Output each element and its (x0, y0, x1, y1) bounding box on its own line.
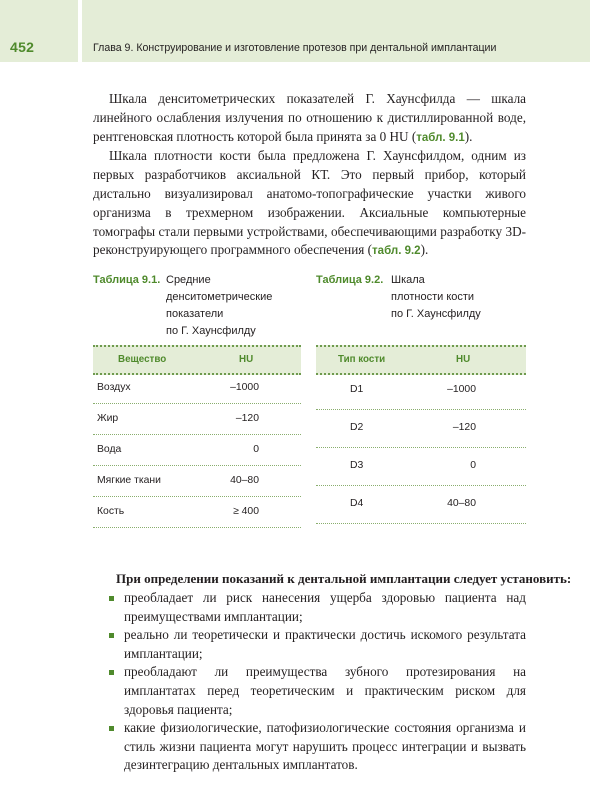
table-2-header-hu: HU (456, 354, 471, 365)
table-cell-substance: Мягкие ткани (97, 475, 161, 486)
table-cell-hu: 0 (253, 444, 259, 455)
table-1-header-substance: Вещество (118, 354, 167, 365)
paragraph-2-text: Шкала плотности кости была предложена Г. Хаунсфилдом, одним из первых разработчиков аксиальной КТ. Это первый прибор, который дистально визуализировал анатомо-топографические участки живого организма в трехмерном изображении. Аксиальные компьютерные томографы стали первыми устройствами, обеспечивающими разработку 3D-реконструирующего программного обеспечения ( (93, 148, 526, 258)
bullet-square-icon (109, 633, 114, 638)
table-1-header (93, 345, 301, 375)
table-cell-hu: 0 (470, 460, 476, 471)
table-row (316, 411, 526, 448)
bullet-square-icon (109, 726, 114, 731)
table-9-1-link[interactable]: табл. 9.1 (416, 131, 465, 144)
indications-list (93, 589, 526, 775)
bullet-square-icon (109, 670, 114, 675)
table-cell-hu: –120 (235, 413, 259, 424)
table-9-2-link[interactable]: табл. 9.2 (372, 245, 421, 258)
table-cell-hu: –120 (452, 422, 476, 433)
table-cell-bone-type: D1 (350, 384, 364, 395)
list-item-text: какие физиологические, патофизиологические состояния организма и стиль жизни пациента могут нарушить процесс интеграции и вызвать дезинтеграцию дентальных имплантатов. (124, 720, 526, 773)
table-row (316, 449, 526, 486)
table-2 (316, 345, 526, 525)
table-1 (93, 345, 301, 525)
list-item-text: преобладает ли риск нанесения ущерба здоровью пациента над преимуществами имплантации; (124, 590, 526, 624)
table-cell-bone-type: D4 (350, 498, 364, 509)
table-2-caption (391, 272, 481, 323)
table-cell-substance: Жир (97, 413, 119, 424)
table-cell-substance: Кость (97, 506, 125, 517)
table-2-title (316, 272, 516, 328)
table-cell-hu: 40–80 (447, 498, 476, 509)
paragraph-1 (93, 90, 526, 147)
table-cell-substance: Воздух (97, 382, 131, 393)
list-item (93, 663, 526, 719)
table-2-caption-line: плотности кости (391, 291, 475, 303)
chapter-title: Глава 9. Конструирование и изготовление протезов при дентальной имплантации (93, 42, 497, 54)
table-2-caption-line: по Г. Хаунсфилду (391, 308, 481, 320)
table-1-caption-line: по Г. Хаунсфилду (166, 325, 256, 337)
table-row (316, 373, 526, 410)
table-1-caption (166, 272, 272, 340)
table-1-caption-line: Средние (166, 274, 211, 286)
list-item (93, 719, 526, 775)
table-cell-hu: ≥ 400 (233, 506, 259, 517)
table-2-header (316, 345, 526, 375)
table-row (316, 487, 526, 524)
paragraph-1-text: Шкала денситометрических показателей Г. Хаунсфилда — шкала линейного ослабления излучения по отношению к дистиллированной воде, рентгеновская плотность которой была принята за 0 HU ( (93, 91, 526, 144)
table-1-caption-line: денситометрические (166, 291, 273, 303)
table-1-header-hu: HU (239, 354, 254, 365)
list-item-text: преобладают ли преимущества зубного протезирования на имплантатах перед теоретическим и практическим риском для здоровья пациента; (124, 664, 526, 717)
page-number-box (0, 0, 82, 62)
table-cell-bone-type: D2 (350, 422, 364, 433)
paragraph-1-end: ). (464, 128, 473, 144)
table-cell-hu: 40–80 (230, 475, 259, 486)
list-item-text: реально ли теоретически и практически достичь искомого результата имплантации; (124, 627, 526, 661)
list-heading: При определении показаний к дентальной имплантации следует установить: (116, 571, 572, 586)
list-item (93, 589, 526, 626)
paragraph-2-end: ). (420, 242, 429, 258)
table-2-caption-line: Шкала (391, 274, 425, 286)
table-1-title (93, 272, 293, 344)
table-2-number: Таблица 9.2. (316, 274, 384, 286)
bullet-square-icon (109, 596, 114, 601)
page-header (0, 0, 590, 62)
table-cell-hu: –1000 (230, 382, 259, 393)
table-1-number: Таблица 9.1. (93, 274, 161, 286)
table-2-header-bone-type: Тип кости (338, 354, 386, 365)
table-row (93, 373, 301, 404)
table-row (93, 404, 301, 435)
table-cell-substance: Вода (97, 444, 122, 455)
table-1-caption-line: показатели (166, 308, 224, 320)
page-number: 452 (10, 39, 35, 55)
table-row (93, 466, 301, 497)
list-item (93, 626, 526, 663)
paragraph-2 (93, 147, 526, 261)
table-cell-bone-type: D3 (350, 460, 364, 471)
body-text (93, 90, 526, 261)
table-row (93, 435, 301, 466)
table-row (93, 497, 301, 528)
table-cell-hu: –1000 (447, 384, 476, 395)
